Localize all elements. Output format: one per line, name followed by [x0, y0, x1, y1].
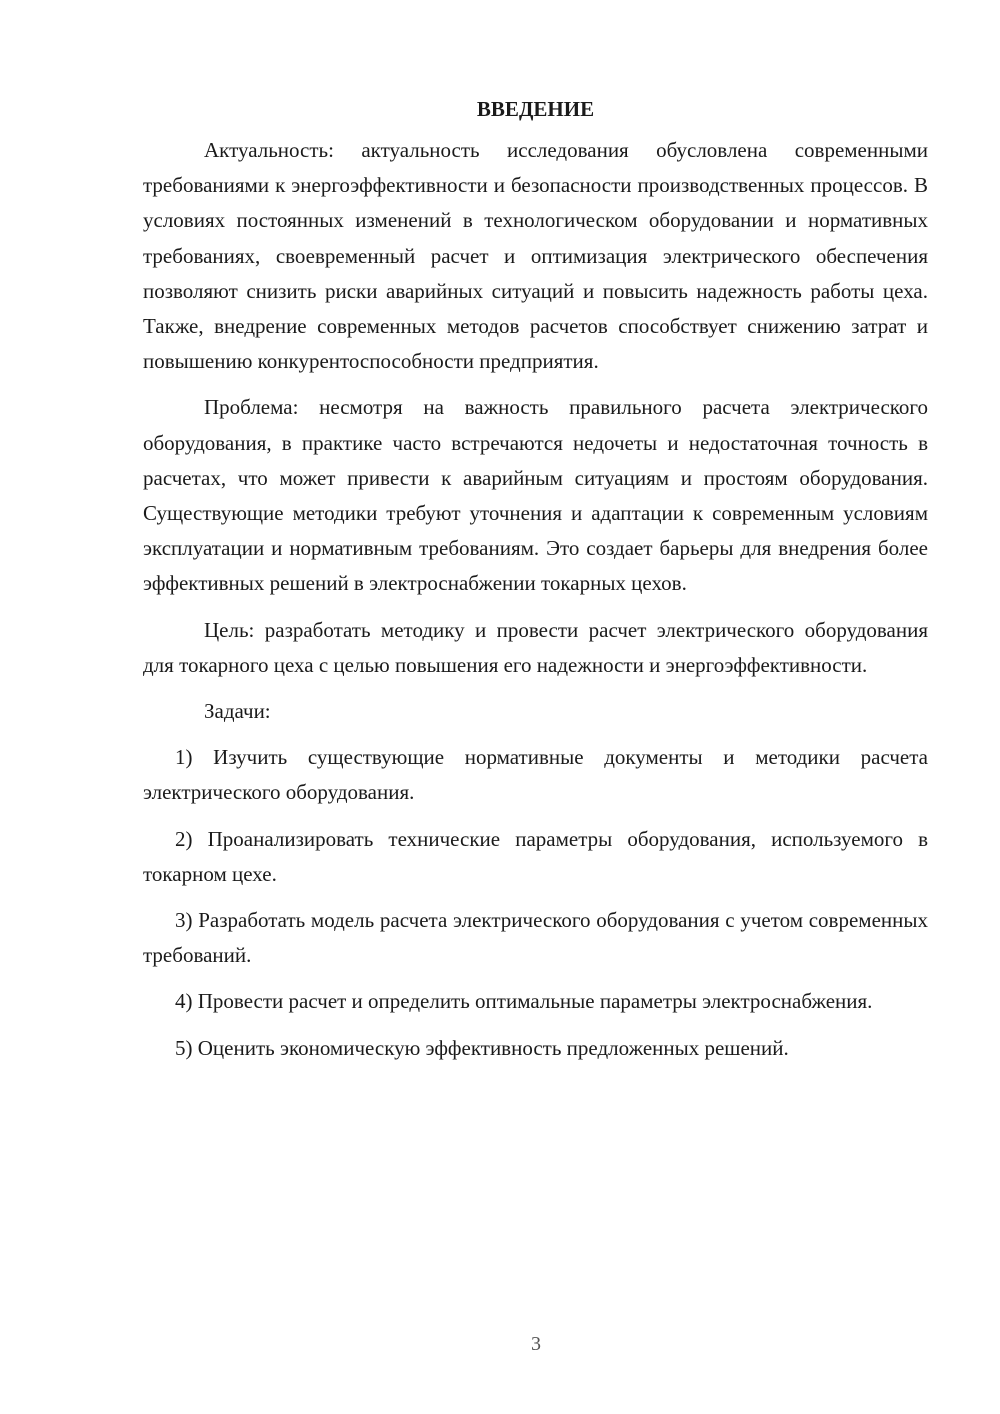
task-item: 5) Оценить экономическую эффективность предложенных решений.: [175, 1035, 789, 1060]
task-item: 2) Проанализировать технические параметры оборудования, используемого в токарном цехе.: [143, 826, 928, 886]
problem-paragraph: Проблема: несмотря на важность правильного расчета электрического оборудования, в практике часто встречаются недочеты и недостаточная точность в расчетах, что может привести к аварийным ситуациям и простоям оборудования. Существующие методики требуют уточнения и адаптации к современным условиям эксплуатации и нормативным требованиям. Это создает барьеры для внедрения более эффективных решений в электроснабжении токарных цехов.: [143, 395, 928, 596]
relevance-paragraph: Актуальность: актуальность исследования обусловлена современными требованиями к энергоэффективности и безопасности производственных процессов. В условиях постоянных изменений в технологическом оборудовании и нормативных требованиях, своевременный расчет и оптимизация электрического обеспечения позволяют снизить риски аварийных ситуаций и повысить надежность работы цеха. Также, внедрение современных методов расчетов способствует снижению затрат и повышению конкурентоспособности предприятия.: [143, 138, 928, 374]
tasks-label: Задачи:: [204, 699, 271, 724]
document-page: [143, 92, 928, 1077]
section-heading: ВВЕДЕНИЕ: [476, 97, 595, 121]
task-item: 1) Изучить существующие нормативные документы и методики расчета электрического оборудования.: [143, 745, 928, 805]
goal-paragraph: Цель: разработать методику и провести расчет электрического оборудования для токарного цеха с целью повышения его надежности и энергоэффективности.: [143, 617, 928, 677]
task-item: 4) Провести расчет и определить оптимальные параметры электроснабжения.: [175, 989, 873, 1014]
tasks-list: [143, 740, 928, 1066]
task-item: 3) Разработать модель расчета электрического оборудования с учетом современных требований.: [143, 908, 928, 968]
page-number: 3: [531, 1333, 541, 1355]
